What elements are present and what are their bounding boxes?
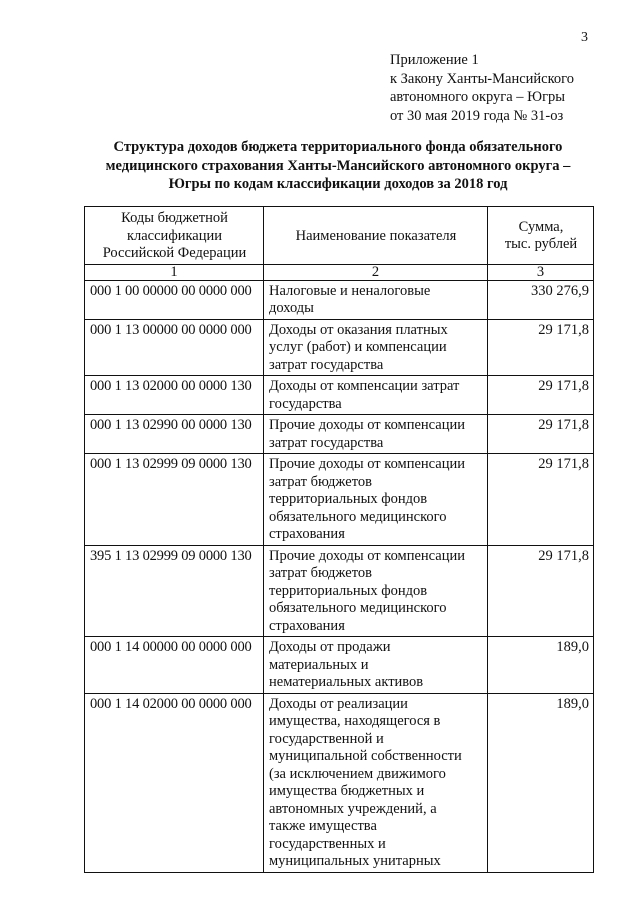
title-line: медицинского страхования Ханты-Мансийского автономного округа –: [105, 157, 571, 174]
indicator-name-line: нематериальных активов: [269, 674, 424, 690]
indicator-name-line: Прочие доходы от компенсации: [269, 417, 466, 433]
indicator-name-cell: [264, 280, 488, 319]
table-row: [85, 280, 594, 319]
appendix-line: Приложение 1: [390, 52, 479, 68]
budget-code-cell: 000 1 13 02999 09 0000 130: [85, 454, 264, 546]
amount-cell: 29 171,8: [488, 376, 594, 415]
title-line: Югры по кодам классификации доходов за 2018 год: [168, 176, 508, 192]
indicator-name-line: (за исключением движимого: [269, 765, 446, 782]
amount-cell: 29 171,8: [488, 415, 594, 454]
indicator-name-cell: [264, 415, 488, 454]
header-code: [85, 207, 264, 265]
budget-code-cell: 395 1 13 02999 09 0000 130: [85, 545, 264, 637]
header-code-line: Коды бюджетной: [121, 210, 228, 226]
header-code-line: Российской Федерации: [102, 245, 247, 261]
appendix-line: автономного округа – Югры: [390, 89, 566, 105]
appendix-line: к Закону Ханты-Мансийского: [390, 70, 575, 87]
header-code-line: классификации: [126, 227, 223, 244]
indicator-name-cell: [264, 454, 488, 546]
amount-cell: 29 171,8: [488, 454, 594, 546]
indicator-name-line: автономных учреждений, а: [269, 800, 437, 817]
budget-code-cell: 000 1 00 00000 00 0000 000: [85, 280, 264, 319]
title-line: Структура доходов бюджета территориального фонда обязательного: [113, 139, 563, 155]
indicator-name-line: территориальных фондов: [269, 491, 428, 507]
indicator-name-cell: [264, 637, 488, 694]
indicator-name-line: обязательного медицинского: [269, 508, 447, 525]
table-row: [85, 376, 594, 415]
indicator-name-line: услуг (работ) и компенсации: [269, 339, 447, 355]
indicator-name-line: территориальных фондов: [269, 582, 428, 599]
indicator-name-line: Прочие доходы от компенсации: [269, 456, 466, 472]
appendix-line: от 30 мая 2019 года № 31-оз: [390, 107, 564, 124]
indicator-name-cell: [264, 545, 488, 637]
header-sum: [488, 207, 594, 265]
indicator-name-line: муниципальных унитарных: [269, 853, 441, 869]
indicator-name-line: имущества бюджетных и: [269, 783, 425, 799]
indicator-name-line: Налоговые и неналоговые: [269, 282, 431, 299]
table-row: [85, 693, 594, 872]
amount-cell: 330 276,9: [488, 280, 594, 319]
table-row: [85, 319, 594, 376]
indicator-name-line: материальных и: [269, 656, 369, 673]
income-structure-table: [84, 206, 594, 873]
column-number: 2: [264, 264, 488, 280]
table-header-row: [85, 207, 594, 265]
indicator-name-line: Доходы от реализации: [269, 695, 408, 712]
table-body: [85, 280, 594, 872]
amount-cell: 189,0: [488, 637, 594, 694]
page-number: 3: [581, 30, 588, 45]
indicator-name-line: Прочие доходы от компенсации: [269, 547, 466, 564]
indicator-name-cell: [264, 693, 488, 872]
table-row: [85, 545, 594, 637]
indicator-name-line: государства: [269, 395, 342, 412]
table-row: [85, 454, 594, 546]
indicator-name-line: государственной и: [269, 730, 384, 747]
amount-cell: 29 171,8: [488, 319, 594, 376]
budget-code-cell: 000 1 13 02000 00 0000 130: [85, 376, 264, 415]
indicator-name-line: также имущества: [269, 818, 377, 834]
header-name: Наименование показателя: [264, 207, 488, 265]
document-title: [78, 138, 598, 194]
budget-code-cell: 000 1 13 00000 00 0000 000: [85, 319, 264, 376]
column-number: 1: [85, 264, 264, 280]
header-sum-line: тыс. рублей: [504, 236, 578, 253]
indicator-name-line: Доходы от оказания платных: [269, 321, 448, 338]
header-sum-line: Сумма,: [518, 218, 564, 235]
table-row: [85, 637, 594, 694]
indicator-name-line: затрат государства: [269, 434, 384, 451]
table-row: [85, 415, 594, 454]
indicator-name-line: страхования: [269, 526, 345, 542]
indicator-name-line: затрат бюджетов: [269, 473, 372, 490]
indicator-name-line: государственных и: [269, 835, 386, 852]
indicator-name-line: затрат государства: [269, 356, 384, 373]
indicator-name-line: Доходы от компенсации затрат: [269, 378, 460, 394]
indicator-name-line: обязательного медицинского: [269, 600, 447, 616]
budget-code-cell: 000 1 14 00000 00 0000 000: [85, 637, 264, 694]
indicator-name-line: Доходы от продажи: [269, 639, 391, 655]
indicator-name-line: муниципальной собственности: [269, 748, 462, 764]
amount-cell: 189,0: [488, 693, 594, 872]
indicator-name-line: страхования: [269, 617, 345, 634]
column-number-row: [85, 264, 594, 280]
column-number: 3: [488, 264, 594, 280]
amount-cell: 29 171,8: [488, 545, 594, 637]
indicator-name-line: имущества, находящегося в: [269, 713, 441, 729]
indicator-name-line: доходы: [269, 300, 314, 316]
budget-code-cell: 000 1 14 02000 00 0000 000: [85, 693, 264, 872]
appendix-reference: [390, 51, 574, 125]
indicator-name-cell: [264, 319, 488, 376]
indicator-name-line: затрат бюджетов: [269, 565, 372, 581]
budget-code-cell: 000 1 13 02990 00 0000 130: [85, 415, 264, 454]
indicator-name-cell: [264, 376, 488, 415]
